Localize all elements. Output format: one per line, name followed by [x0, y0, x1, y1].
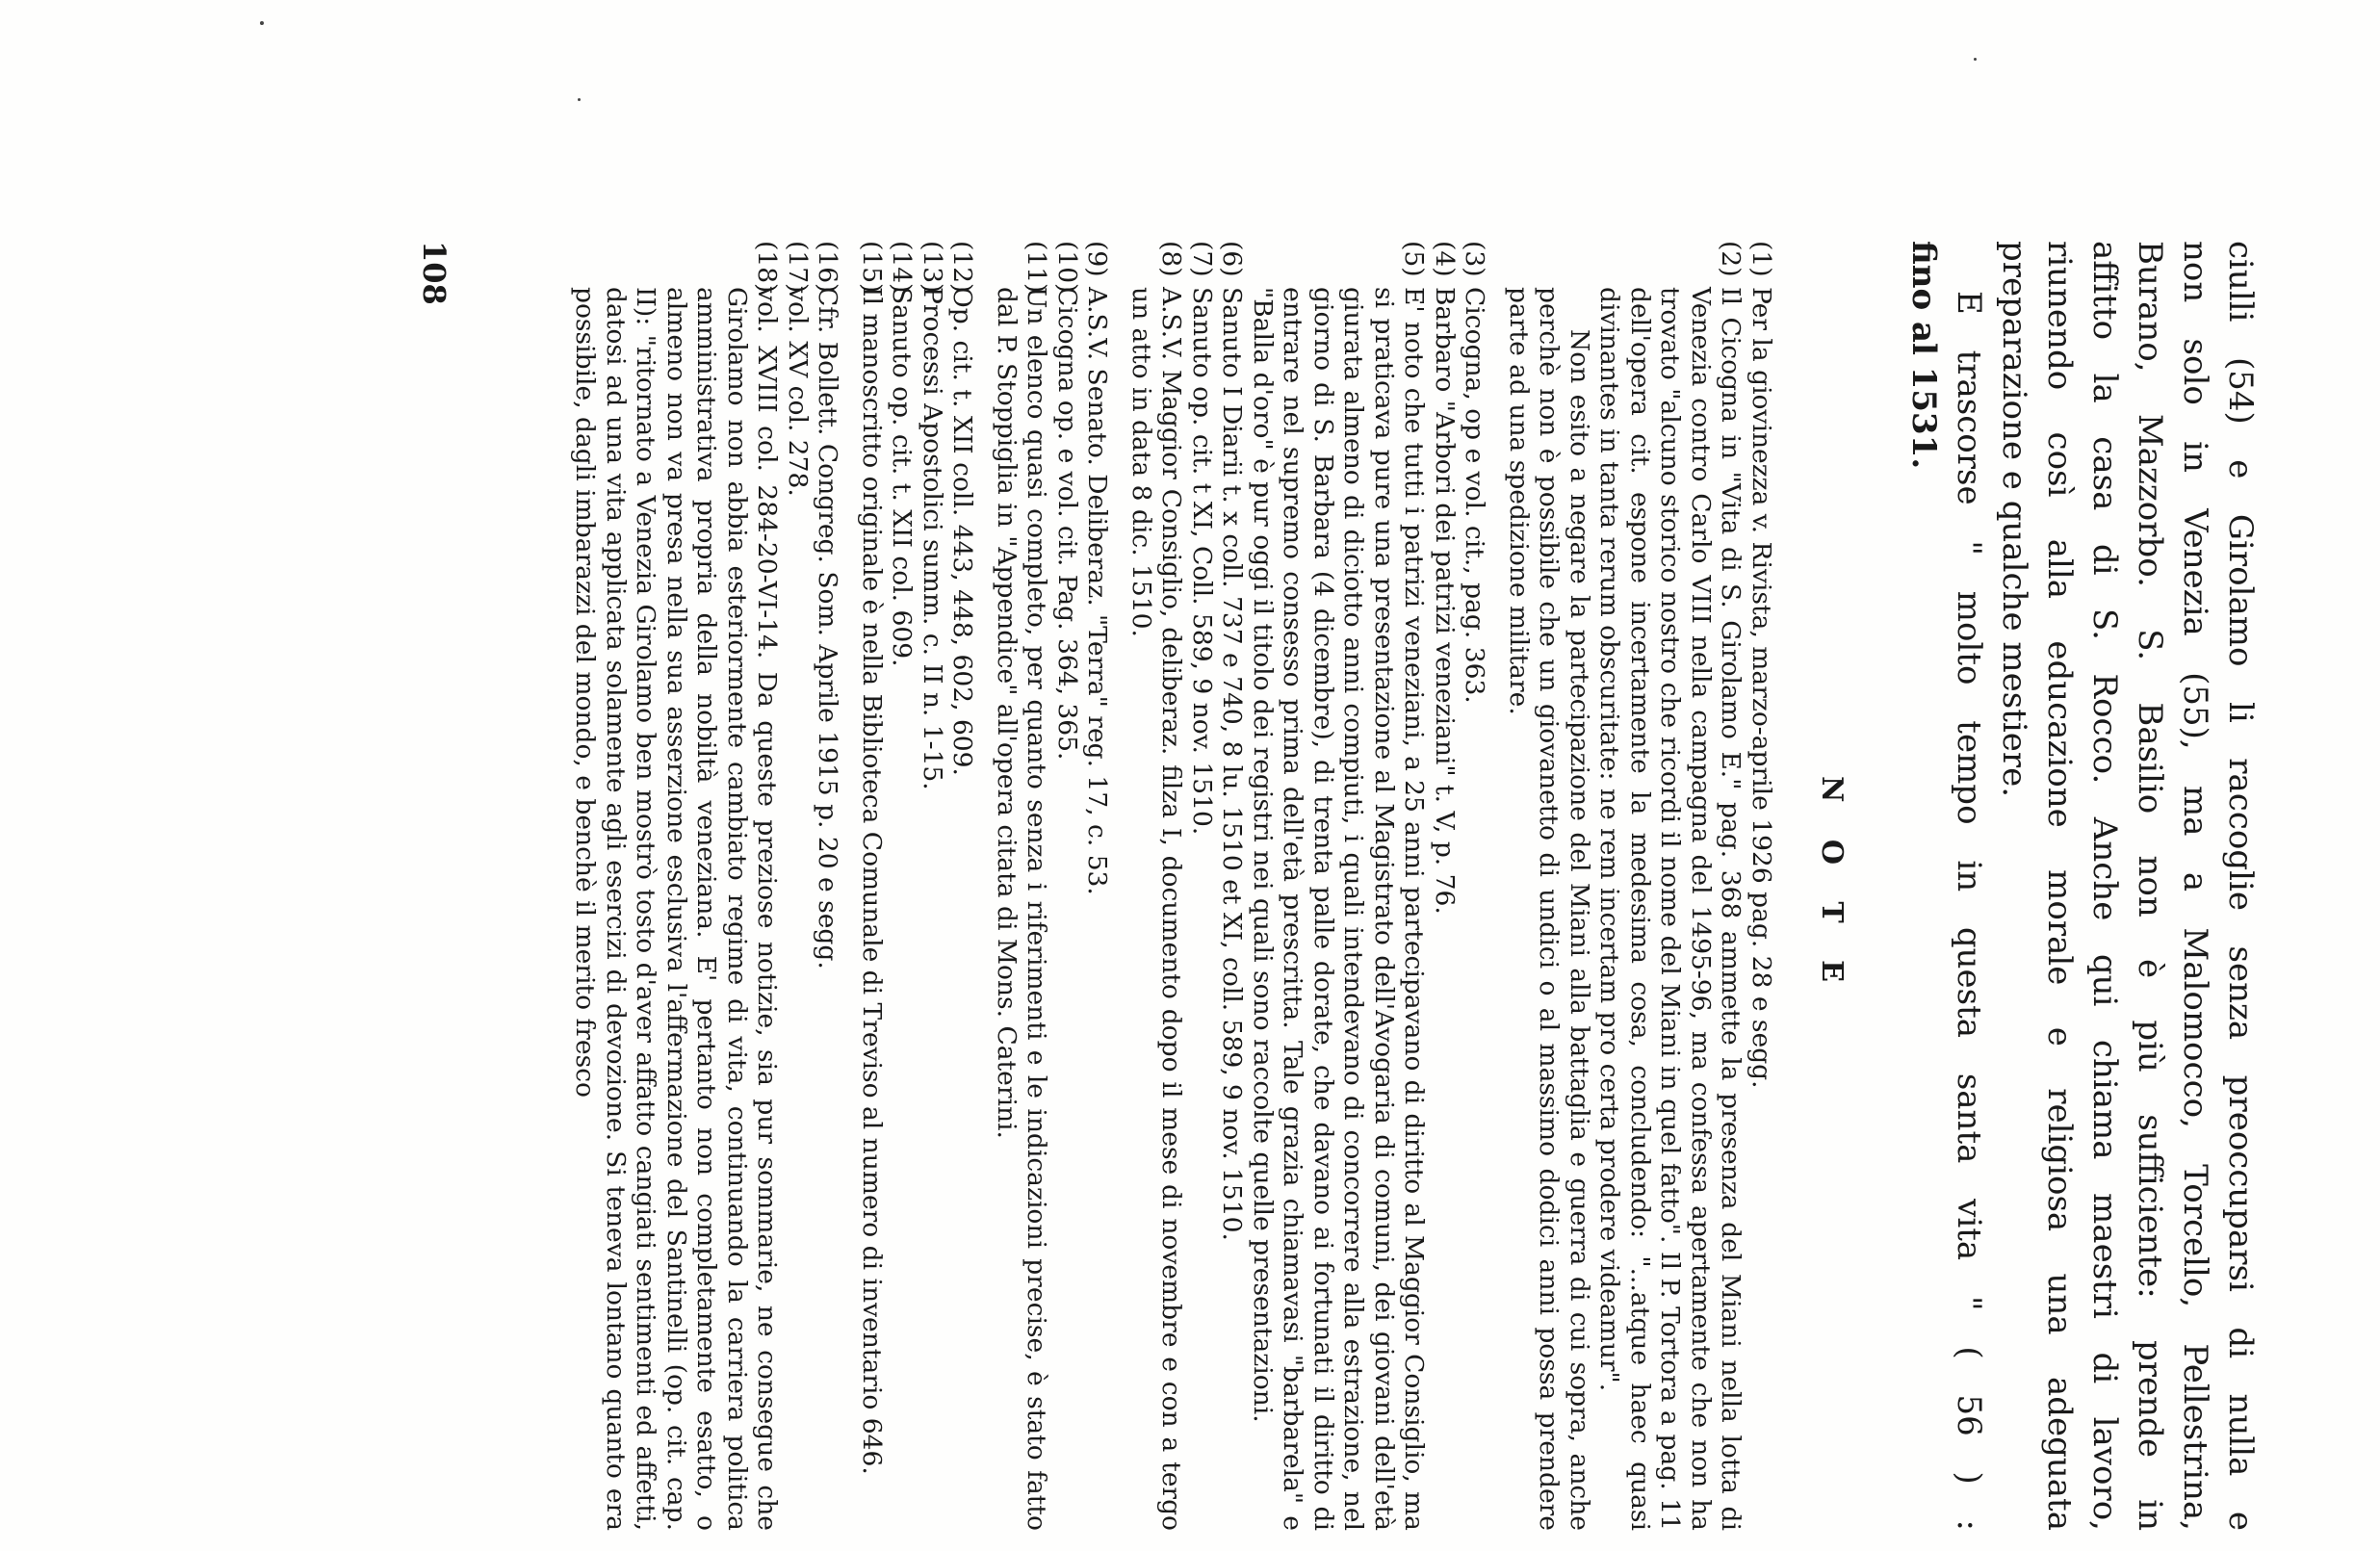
note-text: vol. XVIII col. 284-20-VI-14. Da queste preziose notizie, sia pur sommarie, ne consegue che Girolamo non abbia esteriormente cambiato regime di vita, continuando la carriera politica amministrativa propria della nobiltà veneziana. E' pertanto non completamente esatto, o almeno non va presa nella sua asserzione esclusiva l'affermazione del Santinelli (op. cit. cap. II): "ritornato a Venezia Girolamo ben mostrò tosto d'aver affatto cangiati sentimenti ed affetti, datosi ad una vita applicata solamente agli esercizi di devozione. Si teneva lontano quanto era possibile, dagli imbarazzi del mondo, e benchè il merito fresco: [570, 287, 783, 1531]
note-number: (18): [752, 241, 783, 294]
note-text: Sanuto I Diarii t. x coll. 737 e 740, 8 lu. 1510 et XI, coll. 589, 9 nov. 1510.: [1217, 287, 1248, 1241]
note-text: Processi Apostolici summ. c. II n. 1-15.: [918, 287, 947, 790]
main-text-final-line: fino al 1531.: [1904, 241, 1943, 470]
note-number: (6): [1217, 241, 1248, 277]
note-text: Il Cicogna in "Vita di S. Girolamo E." pag. 368 ammette la presenza del Miani nella lotta di Venezia contro Carlo VIII nella campagna del 1495-96, ma confessa apertamente che non ha trovato "alcuno storico nostro che ricordi il nome del Miani in quel fatto". Il P. Tortora a pag. 11 dell'opera cit. espone incertamente la medesima cosa, concludendo: "...atque haec quasi divinantes in tanta rerum obscuritate: ne rem incertam pro certa prodere videamur".: [1594, 287, 1746, 1531]
note-text: E' noto che tutti i patrizi veneziani, a 25 anni partecipavano di diritto al Maggior Consiglio, ma si praticava pure una presentazione al Magistrato dell'Avogaria di comuni, dei giovani dell'età giurata almeno di diciotto anni compiuti, i quali intendevano di concorrere alla estrazione, nel giorno di S. Barbara (4 dicembre), di trenta palle dorate, che davano ai fortunati il diritto di entrare nel supremo consesso prima dell'età prescritta. Tale grazia chiamavasi "barbarela" e "Balla d'oro" è pur oggi il titolo dei registri nei quali sono raccolte quelle presentazioni.: [1248, 287, 1430, 1531]
note-number: (9): [1082, 241, 1113, 277]
note-text: Cicogna, op e vol. cit., pag. 363.: [1460, 287, 1490, 704]
note-text: Barbaro "Arbori dei patrizi veneziani" t. V, p. 76.: [1430, 287, 1460, 915]
note-item: [1217, 241, 1248, 1531]
note-text: A.S.V. Maggior Consiglio, deliberaz. filza I, documento dopo il mese di novembre e con a tergo un atto in data 8 dic. 1510.: [1126, 287, 1187, 1531]
scan-speck: [260, 21, 264, 25]
note-number: (16): [813, 241, 843, 294]
note-item: [1746, 241, 1777, 1531]
notes-list: [570, 241, 1776, 1531]
note-text: Per la giovinezza v. Rivista, marzo-aprile 1926 pag. 28 e segg.: [1746, 287, 1776, 1089]
note-item: [1594, 241, 1746, 1531]
main-text-line: riunendo così alla educazione morale e religiosa una adeguata: [2040, 241, 2079, 1531]
note-item: [1126, 241, 1187, 1531]
note-text: vol. XV col. 278.: [783, 287, 813, 497]
scan-speck: [1974, 58, 1977, 61]
note-number: (4): [1430, 241, 1460, 277]
note-text: A.S.V. Senato. Deliberaz. "Terra" reg. 17, c. 53.: [1082, 287, 1113, 895]
note-number: (1): [1746, 241, 1776, 277]
note-item: [947, 241, 978, 1531]
note-text: Sanuto op. cit. t XI, Coll. 589, 9 nov. 1510.: [1187, 287, 1217, 836]
note-number: (10): [1052, 241, 1082, 294]
main-text-line: non solo in Venezia (55), ma a Malomocco, Torcello, Pellestrina,: [2176, 241, 2214, 1531]
main-text-line: ciulli (54) e Girolamo li raccoglie senza preoccuparsi di nulla e: [2221, 241, 2260, 1531]
note-text: Un elenco quasi completo, per quanto senza i riferimenti e le indicazioni precise, è stato fatto dal P. Stoppiglia in "Appendice" all'opera citata di Mons. Caterini.: [992, 287, 1052, 1531]
scan-speck: [578, 98, 581, 101]
note-item: [570, 241, 783, 1531]
note-number: (11): [1022, 241, 1052, 294]
page-number: 108: [416, 241, 453, 305]
note-number: (17): [783, 241, 813, 294]
note-item: [1430, 241, 1461, 1531]
note-text: Op. cit. t. XII coll. 443, 448, 602, 609.: [947, 287, 978, 776]
note-number: (14): [887, 241, 918, 294]
note-text: Cicogna op. e vol. cit. Pag. 364, 365.: [1052, 287, 1082, 761]
note-number: (2): [1716, 241, 1746, 277]
note-text: Cfr. Bollett. Congreg. Som. Aprile 1915 p. 20 e segg.: [813, 287, 843, 969]
note-number: (12): [947, 241, 978, 294]
note-item: [918, 241, 948, 1531]
note-text: Non esito a negare la partecipazione del Miani alla battaglia e guerra di cui sopra, anche perchè non è possibile che un giovanetto di undici o al massimo dodici anni possa prendere parte ad una spedizione militare.: [1504, 287, 1594, 1531]
note-item: [1504, 241, 1595, 1531]
note-text: Sanuto op. cit. t. XII col. 609.: [887, 287, 918, 667]
note-number: (13): [918, 241, 947, 294]
note-text: Il manoscritto originale è nella Biblioteca Comunale di Treviso al numero di inventario 646.: [857, 287, 887, 1475]
main-text-line: preparazione e qualche mestiere.: [1995, 241, 2033, 798]
note-item: [1460, 241, 1490, 1531]
note-number: (5): [1399, 241, 1430, 277]
rotated-page-content: [416, 241, 2263, 1531]
note-item: [887, 241, 918, 1531]
notes-heading: N O T E: [1815, 775, 1849, 996]
main-text-line: affitto la casa di S. Rocco. Anche qui chiama maestri di lavoro,: [2085, 241, 2124, 1531]
note-item: [1082, 241, 1113, 1531]
note-item: [783, 241, 814, 1531]
note-item: [992, 241, 1052, 1531]
note-item: [1248, 241, 1430, 1531]
main-text-closing-line: E trascorse " molto tempo in questa santa vita " ( 56 ) :: [1950, 291, 1988, 1531]
main-text-line: Burano, Mazzorbo. S. Basilio non è più sufficiente: prende in: [2131, 241, 2169, 1531]
note-number: (15): [857, 241, 887, 294]
main-text: [1901, 241, 2263, 1531]
note-item: [1052, 241, 1083, 1531]
note-item: [1187, 241, 1218, 1531]
note-number: (8): [1156, 241, 1187, 277]
note-number: (3): [1460, 241, 1490, 277]
note-item: [857, 241, 888, 1531]
note-number: (7): [1187, 241, 1217, 277]
note-item: [813, 241, 843, 1531]
